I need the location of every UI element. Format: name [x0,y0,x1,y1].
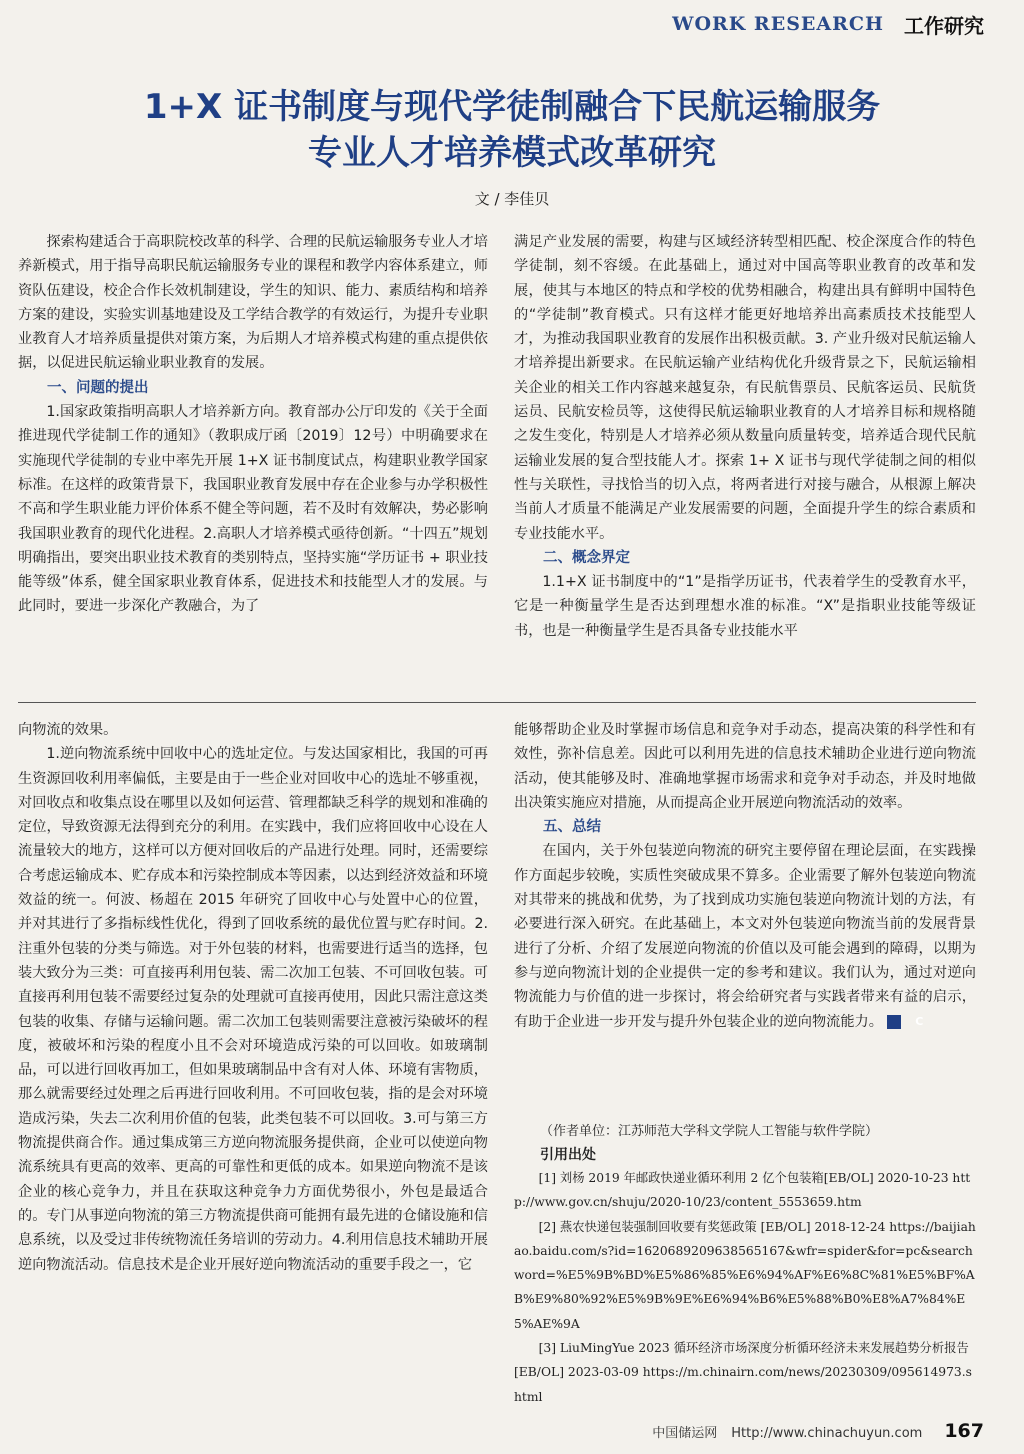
paragraph: 1.逆向物流系统中回收中心的选址定位。与发达国家相比，我国的可再生资源回收利用率偏低，主要是由于一些企业对回收中心的选址不够重视，对回收点和收集点设在哪里以及如何运营、管理都缺乏科学的规划和准确的定位，导致资源无法得到充分的利用。在实践中，我们应将回收中心设在人流量较大的地方，这样可以方便对回收后的产品进行处理。同时，还需要综合考虑运输成本、贮存成本和污染控制成本等因素，以达到经济效益和环境效益的统一。何波、杨超在 2015 年研究了回收中心与处置中心的位置，并对其进行了多指标线性优化，得到了回收系统的最优位置与贮存时间。2.注重外包装的分类与筛选。对于外包装的材料，也需要进行适当的选择，包装大致分为三类：可直接再利用包装、需二次加工包装、不可回收包装。可直接再利用包装不需要经过复杂的处理就可直接再使用，因此只需注意这类包装的收集、存储与运输问题。需二次加工包装则需要注意被污染破坏的程度，被破坏和污染的程度小且不会对环境造成污染的可以回收。如玻璃制品，可以进行回收再加工，但如果玻璃制品中含有对人体、环境有害物质，那么就需要经过处理之后再进行回收利用。不可回收包装，指的是会对环境造成污染，失去二次利用价值的包装，此类包装不可以回收。3.可与第三方物流提供商合作。通过集成第三方逆向物流服务提供商，企业可以使逆向物流系统具有更高的效率、更高的可靠性和更低的成本。如果逆向物流不是该企业的核心竞争力，并且在获取这种竞争力方面优势很小，外包是最适合的。专门从事逆向物流的第三方物流提供商可能拥有最先进的仓储设施和信息系统，以及受过非传统物流任务培训的劳动力。4.利用信息技术辅助开展逆向物流活动。信息技术是企业开展好逆向物流活动的重要手段之一，它 [18,746,488,1273]
author-affiliation: （作者单位：江苏师范大学科文学院人工智能与软件学院） [540,1124,879,1139]
footer-site-name: 中国储运网 [652,1426,718,1441]
conclusion-text: 在国内，关于外包装逆向物流的研究主要停留在理论层面，在实践操作方面起步较晚，实质性突破成果不算多。企业需要了解外包装逆向物流对其带来的挑战和优势，为了找到成功实施包装逆向物流计划的方法，有必要进行深入研究。在此基础上，本文对外包装逆向物流当前的发展背景进行了分析、介绍了发展逆向物流的价值以及可能会遇到的障碍，以期为参与逆向物流计划的企业提供一定的参考和建议。我们认为，通过对逆向物流能力与价值的进一步探讨，将会给研究者与实践者带来有益的启示，有助于企业进一步开发与提升外包装企业的逆向物流能力。 [514,843,976,1030]
title-line-1: 1+X 证书制度与现代学徒制融合下民航运输服务 [143,87,881,127]
footer-url: Http://www.chinachuyun.com [731,1426,923,1441]
reference-item: [1] 刘杨 2019 年邮政快递业循环利用 2 亿个包装箱[EB/OL] 2020-10-23 http://www.gov.cn/shuju/2020-10/23/content_5553659.htm [514,1171,971,1210]
section-heading: 二、概念界定 [543,549,630,566]
end-mark-icon: C [887,1015,901,1029]
references-title: 引用出处 [540,1147,596,1163]
section-label-en: WORK RESEARCH [672,13,884,35]
paragraph: 探索构建适合于高职院校改革的科学、合理的民航运输服务专业人才培养新模式，用于指导高职民航运输服务专业的课程和教学内容体系建立，师资队伍建设，校企合作长效机制建设，学生的知识、能力、素质结构和培养方案的建设，实验实训基地建设及工学结合教学的有效运行，为提升专业职业教育人才培养质量提供对策方案，为后期人才培养模式构建的重点提供依据，以促进民航运输业职业教育的发展。 [18,234,488,372]
page-footer [652,1420,984,1442]
paragraph: 满足产业发展的需要，构建与区域经济转型相匹配、校企深度合作的特色学徒制，刻不容缓。在此基础上，通过对中国高等职业教育的改革和发展，使其与本地区的特点和学校的优势相融合，构建出具有鲜明中国特色的“学徒制”教育模式。只有这样才能更好地培养出高素质技术技能型人才，为推动我国职业教育的发展作出积极贡献。3. 产业升级对民航运输人才培养提出新要求。在民航运输产业结构优化升级背景之下，民航运输相关企业的相关工作内容越来越复杂，有民航售票员、民航客运员、民航货运员、民航安检员等，这使得民航运输职业教育的人才培养目标和规格随之发生变化，特别是人才培养必须从数量向质量转变，培养适合现代民航运输业发展的复合型技能人才。探索 1+ X 证书与现代学徒制之间的相似性与关联性，寻找恰当的切入点，将两者进行对接与融合，从根源上解决当前人才质量不能满足产业发展需要的问题，全面提升学生的综合素质和专业技能水平。 [514,234,976,542]
column-2 [514,230,976,680]
section-label-cn: 工作研究 [904,13,984,38]
article-title [0,84,1024,176]
paragraph: 能够帮助企业及时掌握市场信息和竞争对手动态，提高决策的科学性和有效性，弥补信息差。因此可以利用先进的信息技术辅助企业进行逆向物流活动，使其能够及时、准确地掌握市场需求和竞争对手动态，并及时地做出决策实施应对措施，从而提高企业开展逆向物流活动的效率。 [514,722,976,811]
paragraph [514,839,976,1033]
title-line-2: 专业人才培养模式改革研究 [308,133,716,173]
paragraph: 1.国家政策指明高职人才培养新方向。教育部办公厅印发的《关于全面推进现代学徒制工作的通知》（教职成厅函〔2019〕12号）中明确要求在实施现代学徒制的专业中率先开展 1+X 证书制度试点，构建职业教学国家标准。在这样的政策背景下，我国职业教育发展中存在企业参与办学积极性不高和学生职业能力评价体系不健全等问题，若不及时有效解决，势必影响我国职业教育的现代化进程。2.高职人才培养模式亟待创新。“十四五”规划明确指出，要突出职业技术教育的类别特点，坚持实施“学历证书 + 职业技能等级”体系，健全国家职业教育体系，促进技术和技能型人才的发展。与此同时，要进一步深化产教融合，为了 [18,404,488,615]
article-divider [18,702,976,703]
author-byline: 文 / 李佳贝 [474,190,550,208]
section-heading: 五、总结 [543,819,601,836]
reference-item: [2] 燕农快递包装强制回收要有奖惩政策 [EB/OL] 2018-12-24 https://baijiahao.baidu.com/s?id=1620689209638565167&wfr=spider&for=pc&searchword=%E5%9B%BD%E5%86%85%E6%94%AF%E6%8C%81%E5%BF%AB%E9%80%92%E5%9B%9E%E6%94%B6%E5%88%B0%E8%A7%84%E5%AE%9A [514,1219,976,1331]
column-4 [514,718,976,1118]
column-3 [18,718,488,1408]
column-1 [18,230,488,680]
page-number: 167 [944,1420,984,1442]
reference-item: [3] LiuMingYue 2023 循环经济市场深度分析循环经济未来发展趋势分析报告[EB/OL] 2023-03-09 https://m.chinairn.com/news/20230309/095614973.shtml [514,1341,972,1404]
section-heading: 一、问题的提出 [47,379,149,396]
paragraph: 1.1+X 证书制度中的“1”是指学历证书，代表着学生的受教育水平，它是一种衡量学生是否达到理想水准的标准。“X”是指职业技能等级证书，也是一种衡量学生是否具备专业技能水平 [514,574,976,639]
paragraph: 向物流的效果。 [18,722,118,738]
references-list [514,1166,976,1409]
running-header [672,8,984,40]
